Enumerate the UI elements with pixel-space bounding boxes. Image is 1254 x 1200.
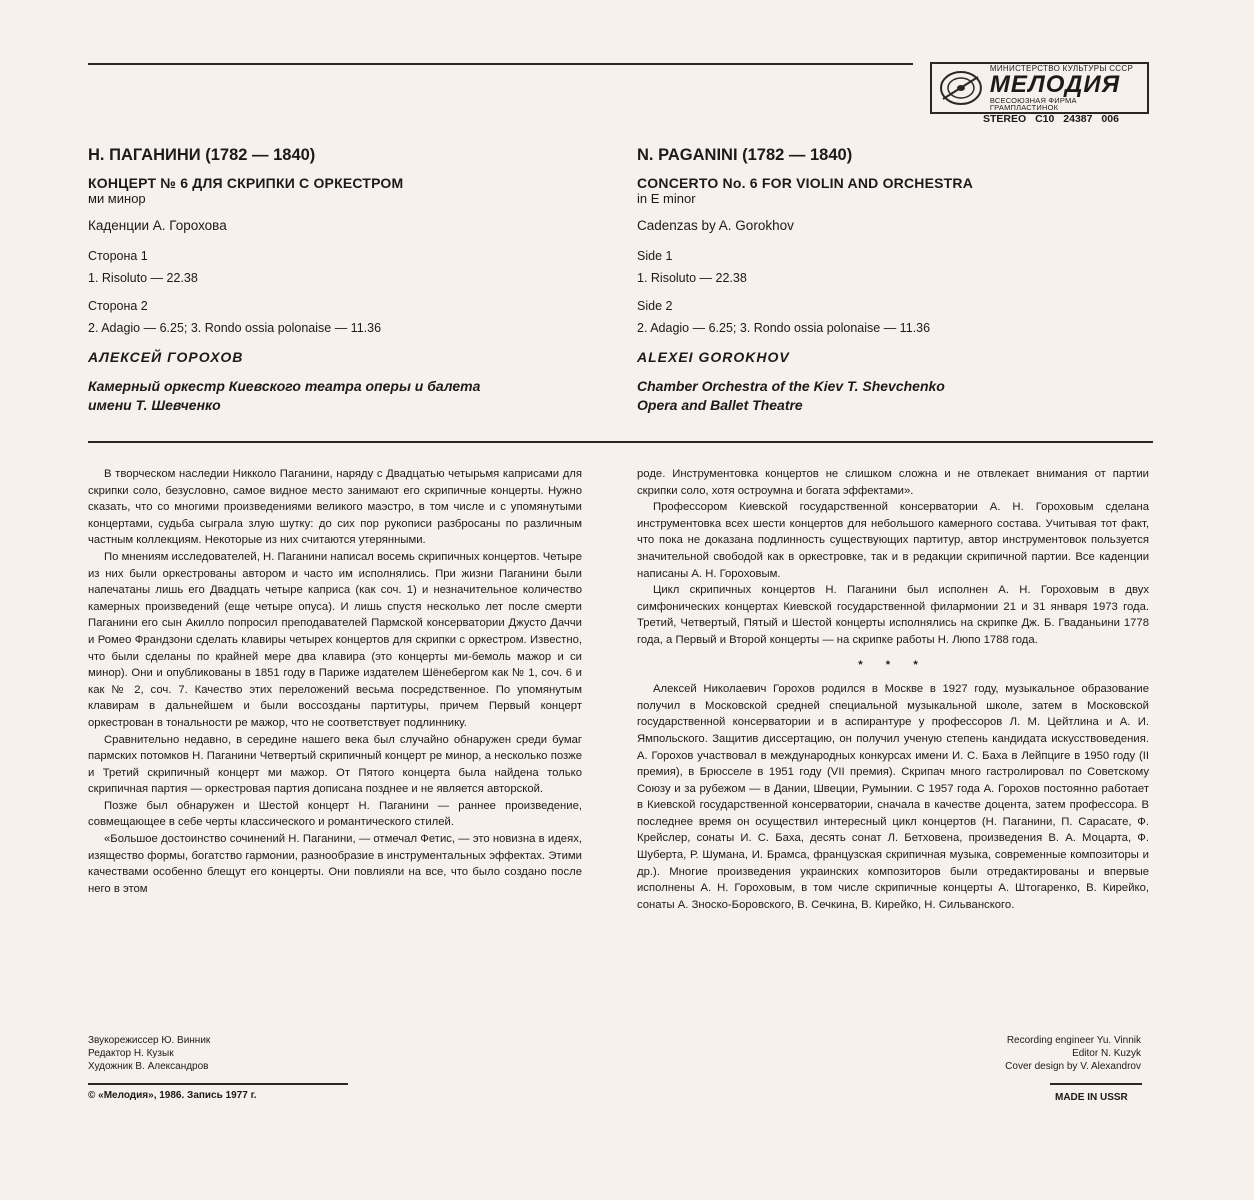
composer-en: N. PAGANINI (1782 — 1840) [637, 146, 853, 164]
top-rule [88, 63, 913, 65]
track2-ru: 2. Adagio — 6.25; 3. Rondo ossia polonaise — 11.36 [88, 321, 382, 335]
header-en [637, 146, 1157, 415]
credit-editor-ru: Редактор Н. Кузык [88, 1048, 174, 1059]
cadenzas-en: Cadenzas by A. Gorokhov [637, 218, 794, 233]
track1-en: 1. Risoluto — 22.38 [637, 271, 747, 285]
notes-right-column [637, 466, 1149, 913]
track2-en: 2. Adagio — 6.25; 3. Rondo ossia polonaise — 11.36 [637, 321, 931, 335]
notes-paragraph: Цикл скрипичных концертов Н. Паганини был исполнен А. Н. Гороховым в двух симфонических концертах Киевской государственной филармонии 21 и 31 января 1973 года. Третий, Четвертый, Пятый и Шестой концерты исполнялись на скрипке Дж. Б. Гваданьини 1778 года, а Первый и Второй концерты — на скрипке работы Н. Люпо 1788 года. [637, 584, 1149, 646]
middle-rule [88, 441, 1153, 443]
notes-left-column [88, 466, 582, 897]
side2-ru: Сторона 2 [88, 299, 148, 313]
work-title-ru: КОНЦЕРТ № 6 ДЛЯ СКРИПКИ С ОРКЕСТРОМ [88, 175, 404, 191]
soloist-ru: АЛЕКСЕЙ ГОРОХОВ [88, 349, 244, 365]
notes-paragraph: В творческом наследии Никколо Паганини, наряду с Двадцатью четырьмя каприсами для скрипки соло, безусловно, самое видное место занимают его скрипичные концерты. Нужно сказать, что со многими произведениями великого маэстро, в том числе и с упомянутыми концертами, судьба сыграла злую шутку: до сих пор рукописи разбросаны по различным частным коллекциям. Некоторые из них считаются утерянными. [88, 468, 582, 547]
notes-paragraph: Позже был обнаружен и Шестой концерт Н. Паганини — раннее произведение, совмещающее в себе черты классического и романтического стилей. [88, 799, 582, 829]
bottom-rule-right [1050, 1083, 1142, 1085]
work-key-ru: ми минор [88, 191, 146, 206]
biography-paragraph: Алексей Николаевич Горохов родился в Москве в 1927 году, музыкальное образование получил в Московской средней специальной музыкальной школе, затем в Московской государственной консерватории и в аспирантуре у профессоров Л. М. Цейтлина и А. И. Ямпольского. Защитив диссертацию, он получил ученую степень кандидата искусствоведения. А. Горохов участвовал в международных конкурсах имени И. С. Баха в Лейпциге в 1950 году (II премия), в Брюсселе в 1951 году (VII премия). Скрипач много гастролировал по Советскому Союзу и за рубежом — в Дании, Швеции, Румынии. С 1957 года А. Горохов постоянно работает в Киевской государственной консерватории, сначала в качестве доцента, затем профессора. В последнее время он осуществил интересный цикл концертов (Н. Паганини, П. Сарасате, Ф. Крейслер, сонаты И. С. Баха, десять сонат Л. Бетховена, произведения В. А. Моцарта, Ф. Шуберта, Р. Шумана, И. Брамса, французская скрипичная музыка, современные композиторы и др.). Многие произведения украинских композиторов были отредактированы и впервые исполнены А. Н. Гороховым, в том числе скрипичные концерты А. Штогаренко, В. Кирейко, сонаты А. Зноско-Боровского, В. Сечкина, В. Кирейко, Н. Сильванского. [637, 683, 1149, 911]
notes-paragraph: «Большое достоинство сочинений Н. Паганини, — отмечал Фетис, — это новизна в идеях, изящество формы, богатство гармонии, разнообразие в инструментальных эффектах. Этими качествами особенно блещут его концерты. Они повлияли на все, что было создано после него в этом [88, 833, 582, 895]
credits-ru [88, 1034, 210, 1073]
notes-paragraph: роде. Инструментовка концертов не слишком сложна и не отвлекает внимания от партии скрипки соло, хотя остроумна и богата эффектами». [637, 468, 1149, 497]
made-in-ussr: MADE IN USSR [1055, 1092, 1128, 1103]
orchestra-en-2: Opera and Ballet Theatre [637, 397, 803, 413]
record-disc-icon [938, 69, 984, 107]
composer-ru: Н. ПАГАНИНИ (1782 — 1840) [88, 146, 316, 164]
logo-ministry: МИНИСТЕРСТВО КУЛЬТУРЫ СССР [989, 63, 1134, 73]
work-title-en: CONCERTO No. 6 FOR VIOLIN AND ORCHESTRA [637, 175, 974, 191]
logo-name: МЕЛОДИЯ [989, 70, 1121, 98]
cadenzas-ru: Каденции А. Горохова [88, 218, 227, 233]
notes-paragraph: Профессором Киевской государственной консерватории А. Н. Гороховым сделана инструментовка всех шести концертов для небольшого камерного состава. Учитывая тот факт, что пока не доказана подлинность существующих партитур, автор инструментовок пользуется значительной свободой как в оркестровке, так и в редакции скрипичной партии. Все каденции написаны А. Н. Гороховым. [637, 501, 1149, 580]
credit-sound-engineer-en: Recording engineer Yu. Vinnik [1006, 1035, 1141, 1046]
credit-editor-en: Editor N. Kuzyk [1072, 1048, 1141, 1059]
track1-ru: 1. Risoluto — 22.38 [88, 271, 198, 285]
credit-artist-ru: Художник В. Александров [88, 1061, 209, 1072]
notes-paragraph: По мнениям исследователей, Н. Паганини написал восемь скрипичных концертов. Четыре из них были оркестрованы автором и часто им исполнялись. При жизни Паганини были напечатаны лишь его Двадцать четыре каприса (как соч. 1) и незначительное количество камерных произведений (еще четыре опуса). И лишь спустя несколько лет после смерти Паганини его сын Акилло попросил преподавателей Пармской консерватории Джусто Даччи и Ромео Франдзони сделать клавиры четырех концертов для скрипки с оркестром. Известно, что были сделаны по крайней мере два клавира (это концерты ми-бемоль мажор и си минор). Они и опубликованы в 1851 году в Париже издателем Шёнебергом как № 1, соч. 6 и как № 2, соч. 7. Качество этих переложений весьма посредственное. По упомянутым клавирам в дальнейшем и были воссозданы партитуры, причем Первый концерт оркестрован в тональности ре мажор, что не соответствует подлиннику. [88, 550, 582, 729]
side1-ru: Сторона 1 [88, 249, 148, 263]
bottom-rule-left [88, 1083, 348, 1085]
orchestra-ru-1: Камерный оркестр Киевского театра оперы и балета [88, 378, 481, 394]
logo-company: ВСЕСОЮЗНАЯ ФИРМА ГРАМПЛАСТИНОК [989, 95, 1077, 112]
orchestra-ru-2: имени Т. Шевченко [88, 397, 221, 413]
copyright: © «Мелодия», 1986. Запись 1977 г. [88, 1090, 257, 1101]
header-ru [88, 146, 608, 415]
credit-sound-engineer-ru: Звукорежиссер Ю. Винник [88, 1035, 211, 1046]
notes-paragraph: Сравнительно недавно, в середине нашего века был случайно обнаружен среди бумаг пармских потомков Н. Паганини Четвертый скрипичный концерт ре минор, а несколько позже и Третий скрипичный концерт ми мажор. От Пятого концерта была найдена только скрипичная партия — оркестровая партия дописана позднее и не является авторской. [88, 733, 582, 796]
work-key-en: in E minor [637, 191, 696, 206]
section-divider-stars: * * * [858, 658, 928, 671]
soloist-en: ALEXEI GOROKHOV [637, 349, 790, 365]
catalog-number: STEREO С10 24387 006 [983, 113, 1119, 125]
orchestra-en-1: Chamber Orchestra of the Kiev T. Shevchenko [637, 378, 945, 394]
melodiya-logo [930, 62, 1149, 114]
side2-en: Side 2 [637, 299, 673, 313]
credit-artist-en: Cover design by V. Alexandrov [1005, 1061, 1141, 1072]
credits-en [1005, 1034, 1141, 1073]
side1-en: Side 1 [637, 249, 673, 263]
